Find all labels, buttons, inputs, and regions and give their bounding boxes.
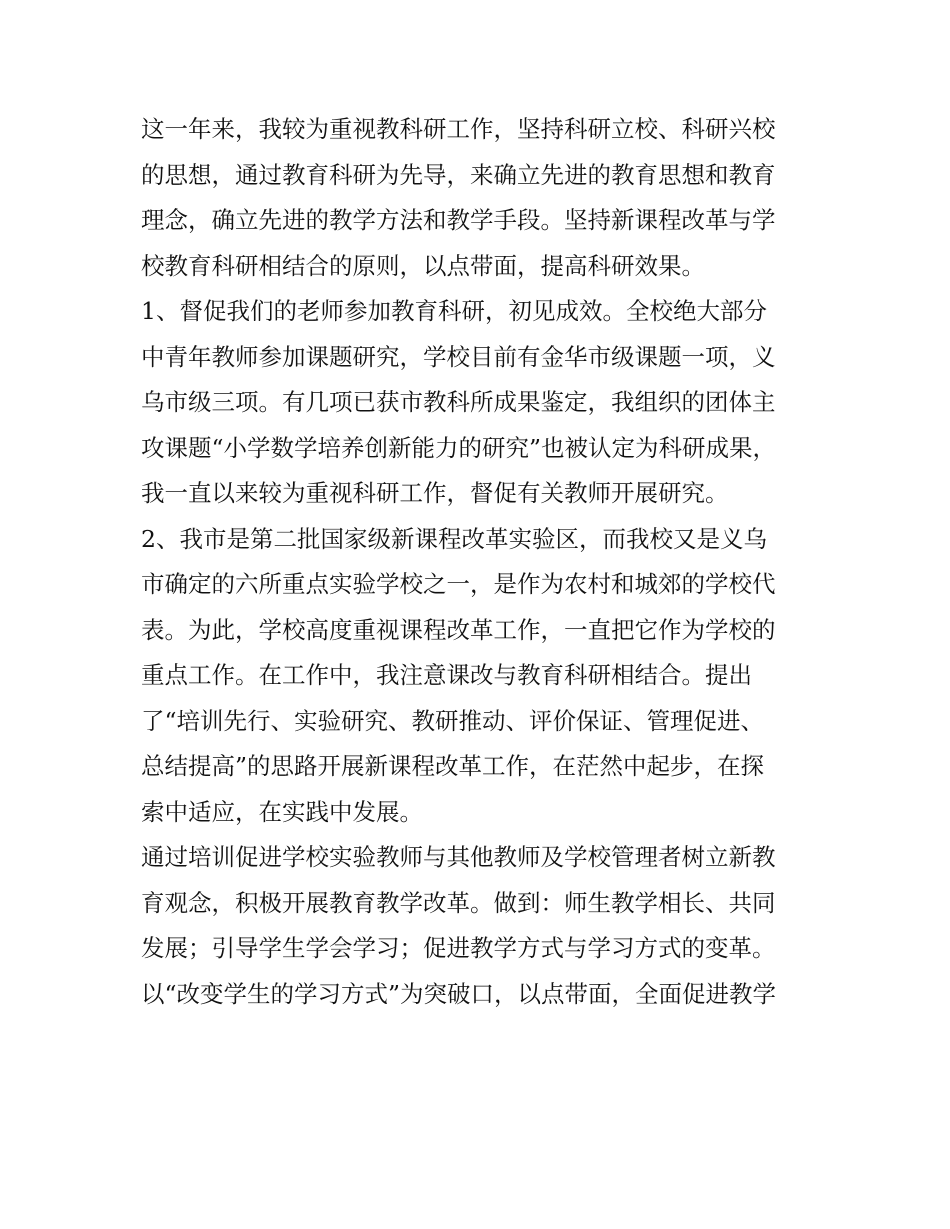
text-line-8: 攻课题“小学数学培养创新能力的研究”也被认定为科研成果，	[141, 433, 777, 462]
text-line-18: 育观念，积极开展教育教学改革。做到：师生教学相长、共同	[141, 888, 776, 917]
body-text	[141, 107, 821, 1017]
text-line-19: 发展；引导学生学会学习；促进教学方式与学习方式的变革。	[141, 934, 776, 962]
text-line-14: 了“培训先行、实验研究、教研推动、评价保证、管理促进、	[141, 706, 765, 735]
text-line-17: 通过培训促进学校实验教师与其他教师及学校管理者树立新教	[141, 843, 776, 871]
text-line-7: 乌市级三项。有几项已获市教科所成果鉴定，我组织的团体主	[141, 388, 776, 416]
text-line-20: 以“改变学生的学习方式”为突破口，以点带面，全面促进教学	[141, 979, 777, 1008]
text-line-1: 这一年来，我较为重视教科研工作，坚持科研立校、科研兴校	[141, 115, 776, 143]
text-line-2: 的思想，通过教育科研为先导，来确立先进的教育思想和教育	[141, 160, 776, 189]
text-line-9: 我一直以来较为重视科研工作，督促有关教师开展研究。	[141, 479, 729, 507]
text-line-10: 2、我市是第二批国家级新课程改革实验区，而我校又是义乌	[141, 524, 767, 553]
text-line-15: 总结提高”的思路开展新课程改革工作，在茫然中起步，在探	[141, 752, 765, 780]
text-line-12: 表。为此，学校高度重视课程改革工作，一直把它作为学校的	[141, 615, 776, 644]
text-line-16: 索中适应，在实践中发展。	[141, 797, 423, 826]
text-line-6: 中青年教师参加课题研究，学校目前有金华市级课题一项，义	[141, 342, 776, 371]
text-line-13: 重点工作。在工作中，我注意课改与教育科研相结合。提出	[141, 661, 752, 689]
text-line-3: 理念，确立先进的教学方法和教学手段。坚持新课程改革与学	[141, 206, 776, 234]
text-line-11: 市确定的六所重点实验学校之一，是作为农村和城郊的学校代	[141, 570, 776, 598]
text-line-5: 1、督促我们的老师参加教育科研，初见成效。全校绝大部分	[141, 297, 767, 325]
text-line-4: 校教育科研相结合的原则，以点带面，提高科研效果。	[141, 251, 705, 280]
